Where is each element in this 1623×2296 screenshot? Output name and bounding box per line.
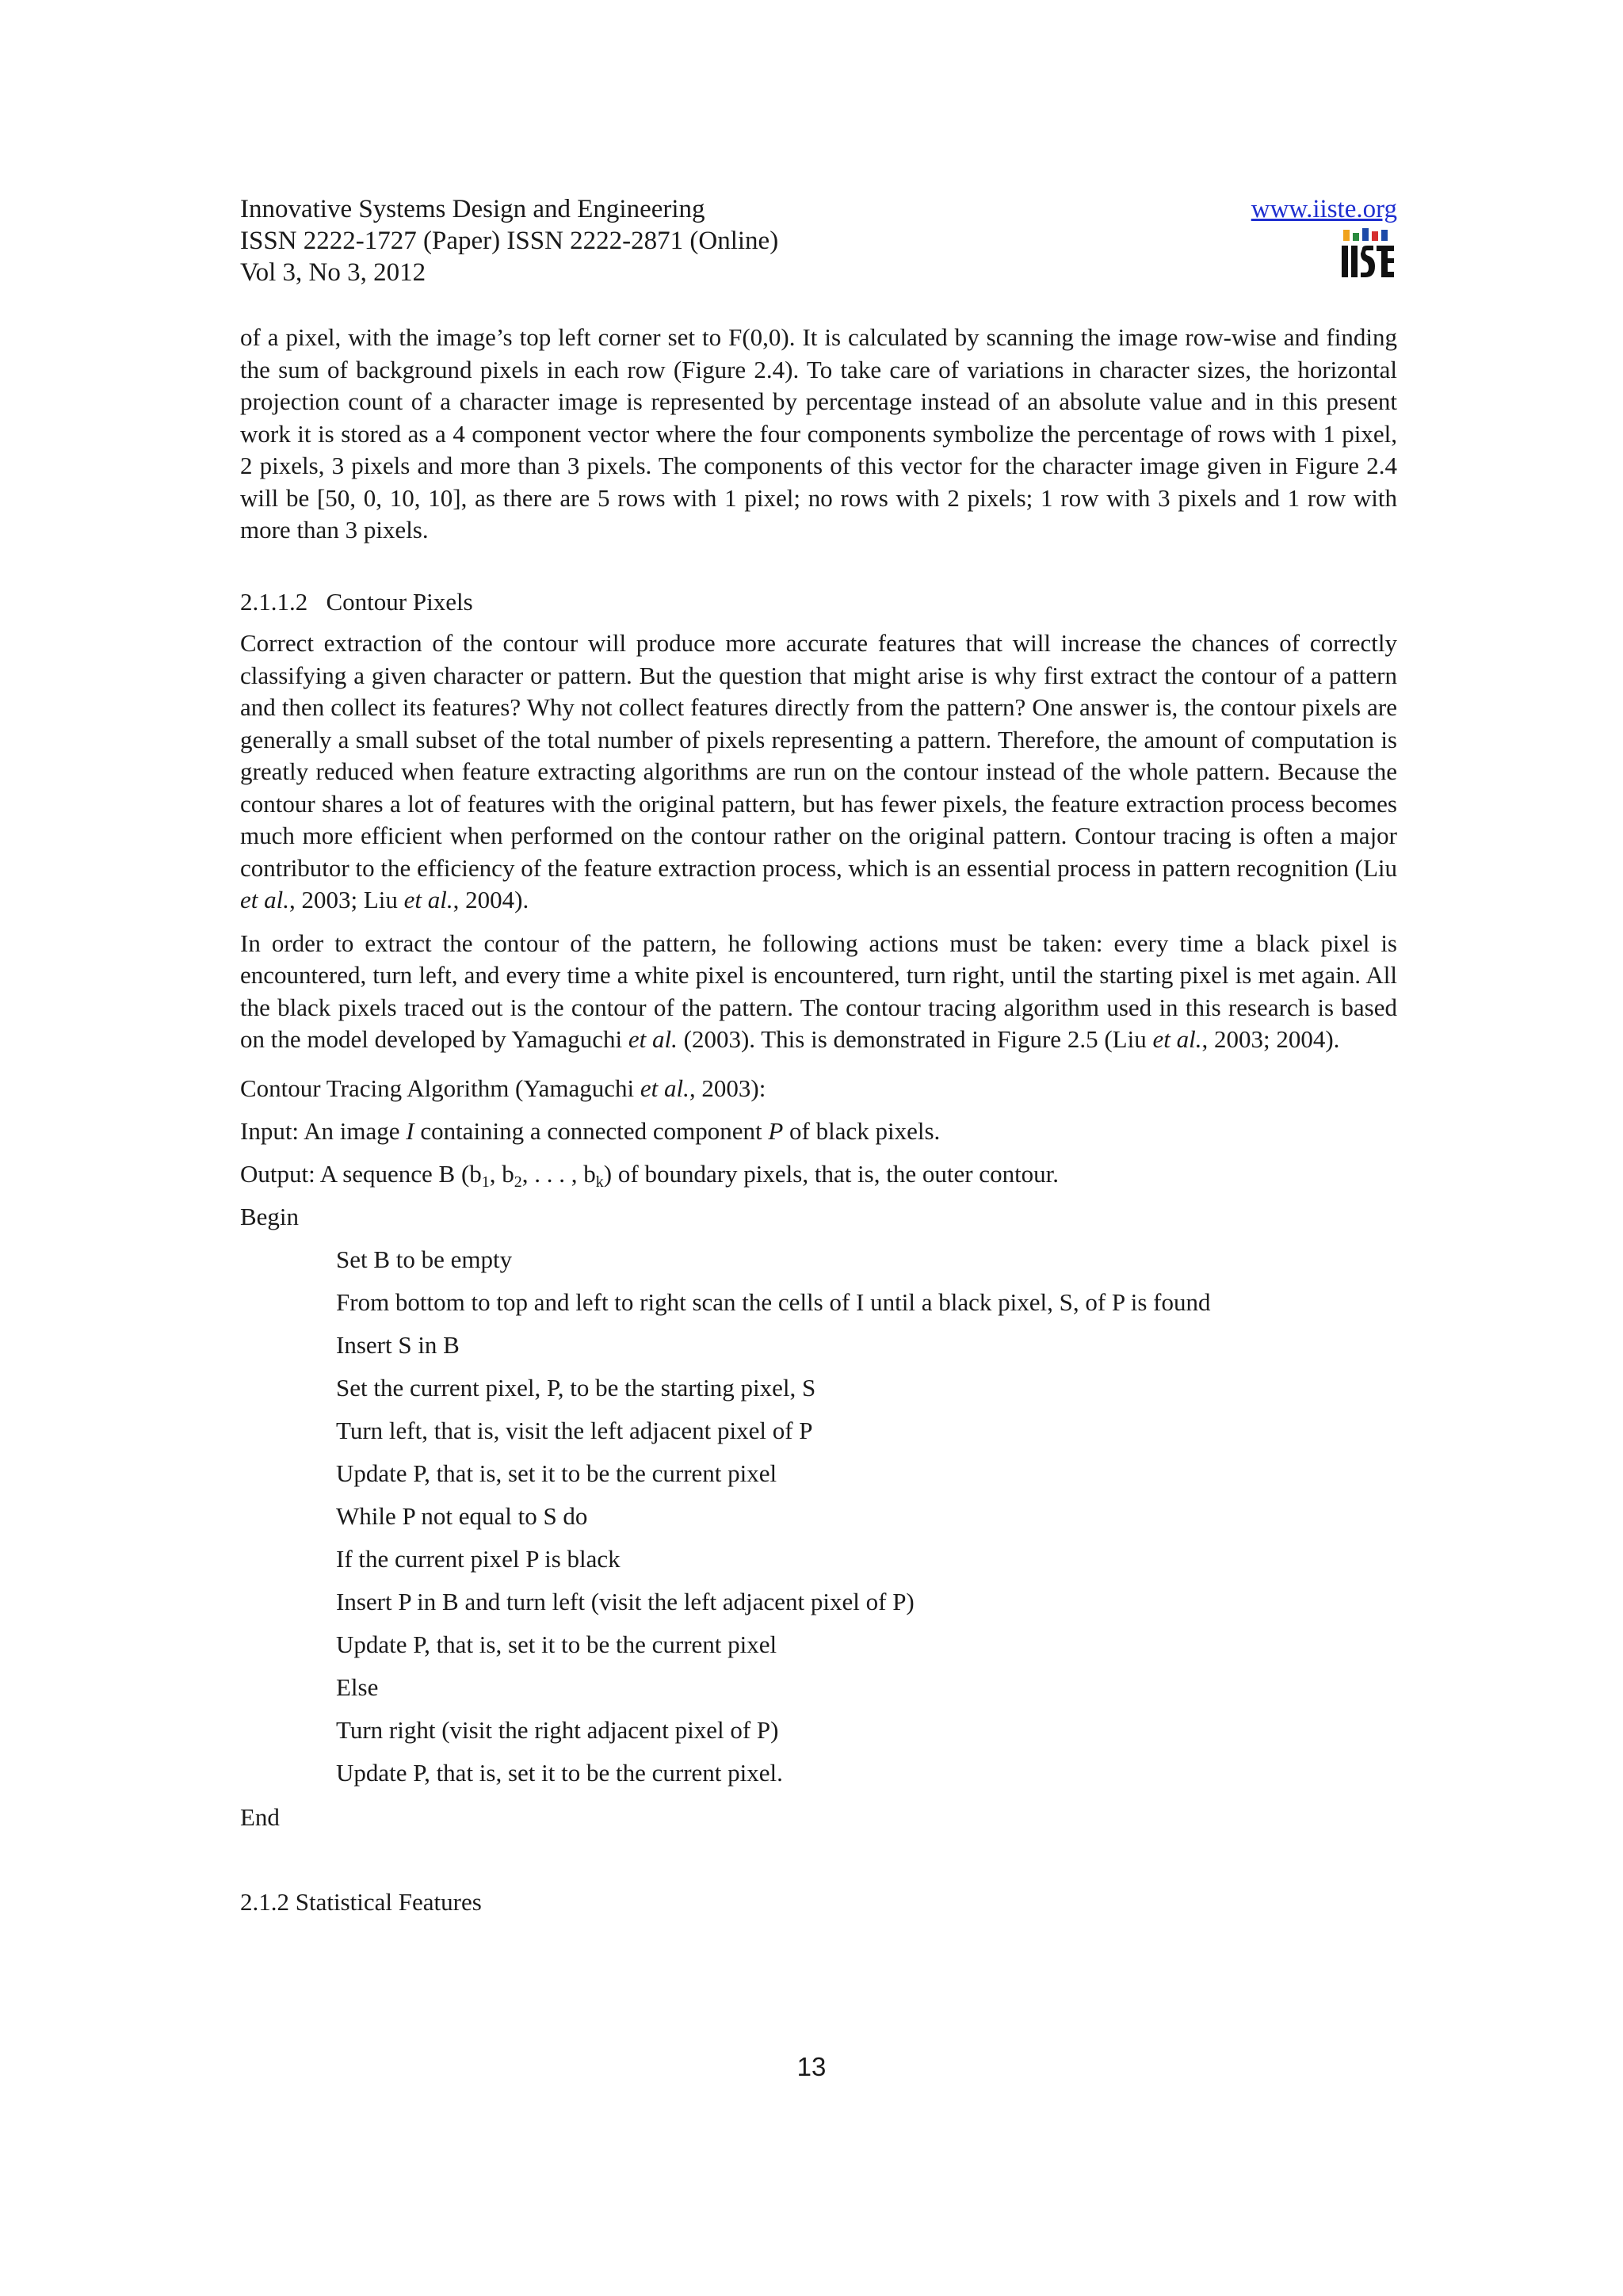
- algorithm-title-text: Contour Tracing Algorithm (Yamaguchi: [240, 1074, 635, 1102]
- algorithm-step: Turn left, that is, visit the left adjacent pixel of P: [336, 1416, 813, 1444]
- algorithm-end: End: [240, 1802, 280, 1831]
- algorithm-step: While P not equal to S do: [336, 1501, 588, 1530]
- issn-line: ISSN 2222-1727 (Paper) ISSN 2222-2871 (Online): [240, 227, 779, 255]
- output-text: Output: A sequence B (b: [240, 1159, 482, 1188]
- algorithm-title-year: 2003):: [701, 1074, 766, 1102]
- algorithm-step: Turn right (visit the right adjacent pixel of P): [336, 1715, 779, 1744]
- algorithm-step: Set B to be empty: [336, 1245, 513, 1273]
- page-number: 13: [796, 2052, 827, 2081]
- paragraph-text: In order to extract the contour of the pattern, he following actions must be taken: every time a black pixel is encountered, turn left, and every time a white pixel is encountered, turn right, until the starting pixel is met again. All the black pixels traced out is the contour of the pattern. The contour tracing algorithm used in this research is based on the model developed by Yamaguchi: [240, 929, 1397, 1053]
- algorithm-begin: Begin: [240, 1202, 300, 1230]
- et-al-italic: et al.: [240, 886, 289, 913]
- algorithm-step: Update P, that is, set it to be the current pixel: [336, 1459, 777, 1487]
- algorithm-input: [240, 1110, 1397, 1153]
- paragraph-contour-extraction: [240, 627, 1397, 917]
- image-symbol: I: [406, 1116, 414, 1145]
- journal-info: [240, 193, 778, 288]
- input-text: containing a connected component: [420, 1116, 762, 1145]
- section-heading-statistical-features: 2.1.2 Statistical Features: [240, 1887, 482, 1916]
- subscript: 1: [481, 1173, 490, 1191]
- input-text: Input: An image: [240, 1116, 400, 1145]
- journal-url-link[interactable]: www.iiste.org: [1251, 195, 1397, 223]
- paragraph-contour-tracing: [240, 928, 1397, 1056]
- input-text: of black pixels.: [789, 1116, 941, 1145]
- subscript: 2: [514, 1173, 522, 1191]
- output-text: , b: [489, 1159, 514, 1188]
- et-al-italic: et al.: [628, 1025, 678, 1053]
- iiste-logo-icon: [1340, 228, 1396, 280]
- et-al-italic: et al.: [1152, 1025, 1202, 1053]
- citation-text: , 2003; 2004).: [1201, 1025, 1340, 1053]
- algorithm-step: Set the current pixel, P, to be the starting pixel, S: [336, 1373, 816, 1402]
- volume-line: Vol 3, No 3, 2012: [240, 258, 426, 287]
- paragraph-text: Correct extraction of the contour will produce more accurate features that will increase the chances of correctly classifying a given character or pattern. But the question that might arise is why first extract the contour of a pattern and then collect its features? Why not collect features directly from the pattern? One answer is, the contour pixels are generally a small subset of the total number of pixels representing a pattern. Therefore, the amount of computation is greatly reduced when feature extracting algorithms are run on the contour instead of the whole pattern. Because the contour shares a lot of features with the original pattern, but has fewer pixels, the feature extraction process becomes much more efficient when performed on the contour rather on the original pattern. Contour tracing is often a major contributor to the efficiency of the feature extraction process, which is an essential process in pattern recognition (Liu: [240, 629, 1397, 882]
- subscript: k: [595, 1173, 604, 1191]
- algorithm-title: [240, 1067, 1397, 1110]
- et-al-italic: et al.,: [640, 1074, 696, 1102]
- algorithm-step: If the current pixel P is black: [336, 1544, 621, 1573]
- page-header: [240, 193, 1397, 296]
- algorithm-step: Update P, that is, set it to be the current pixel.: [336, 1758, 783, 1787]
- page-content: [240, 322, 1397, 1918]
- algorithm-step: Else: [336, 1672, 379, 1701]
- algorithm-step: From bottom to top and left to right scan the cells of I until a black pixel, S, of P is found: [336, 1287, 1211, 1316]
- algorithm-step: Insert S in B: [336, 1330, 460, 1359]
- paragraph-text: (2003). This is demonstrated in Figure 2.5 (Liu: [683, 1025, 1147, 1053]
- component-symbol: P: [768, 1116, 784, 1145]
- output-text: ) of boundary pixels, that is, the outer contour.: [603, 1159, 1060, 1188]
- algorithm-step: Update P, that is, set it to be the current pixel: [336, 1630, 777, 1658]
- citation-text: , 2003; Liu: [289, 886, 398, 913]
- algorithm-step: Insert P in B and turn left (visit the left adjacent pixel of P): [336, 1587, 915, 1615]
- output-text: , . . . , b: [521, 1159, 596, 1188]
- et-al-italic: et al.: [403, 886, 453, 913]
- section-heading-contour-pixels: 2.1.1.2 Contour Pixels: [240, 587, 473, 616]
- algorithm-output: [240, 1153, 1397, 1196]
- paragraph-horizontal-projection: of a pixel, with the image’s top left corner set to F(0,0). It is calculated by scanning the image row-wise and finding the sum of background pixels in each row (Figure 2.4). To take care of variations in character sizes, the horizontal projection count of a character image is represented by percentage instead of an absolute value and in this present work it is stored as a 4 component vector where the four components symbolize the percentage of rows with 1 pixel, 2 pixels, 3 pixels and more than 3 pixels. The components of this vector for the character image given in Figure 2.4 will be [50, 0, 10, 10], as there are 5 rows with 1 pixel; no rows with 2 pixels; 1 row with 3 pixels and 1 row with more than 3 pixels.: [240, 323, 1397, 543]
- journal-title: Innovative Systems Design and Engineering: [240, 195, 705, 223]
- citation-text: , 2004).: [453, 886, 529, 913]
- algorithm-steps: [240, 1238, 1397, 1794]
